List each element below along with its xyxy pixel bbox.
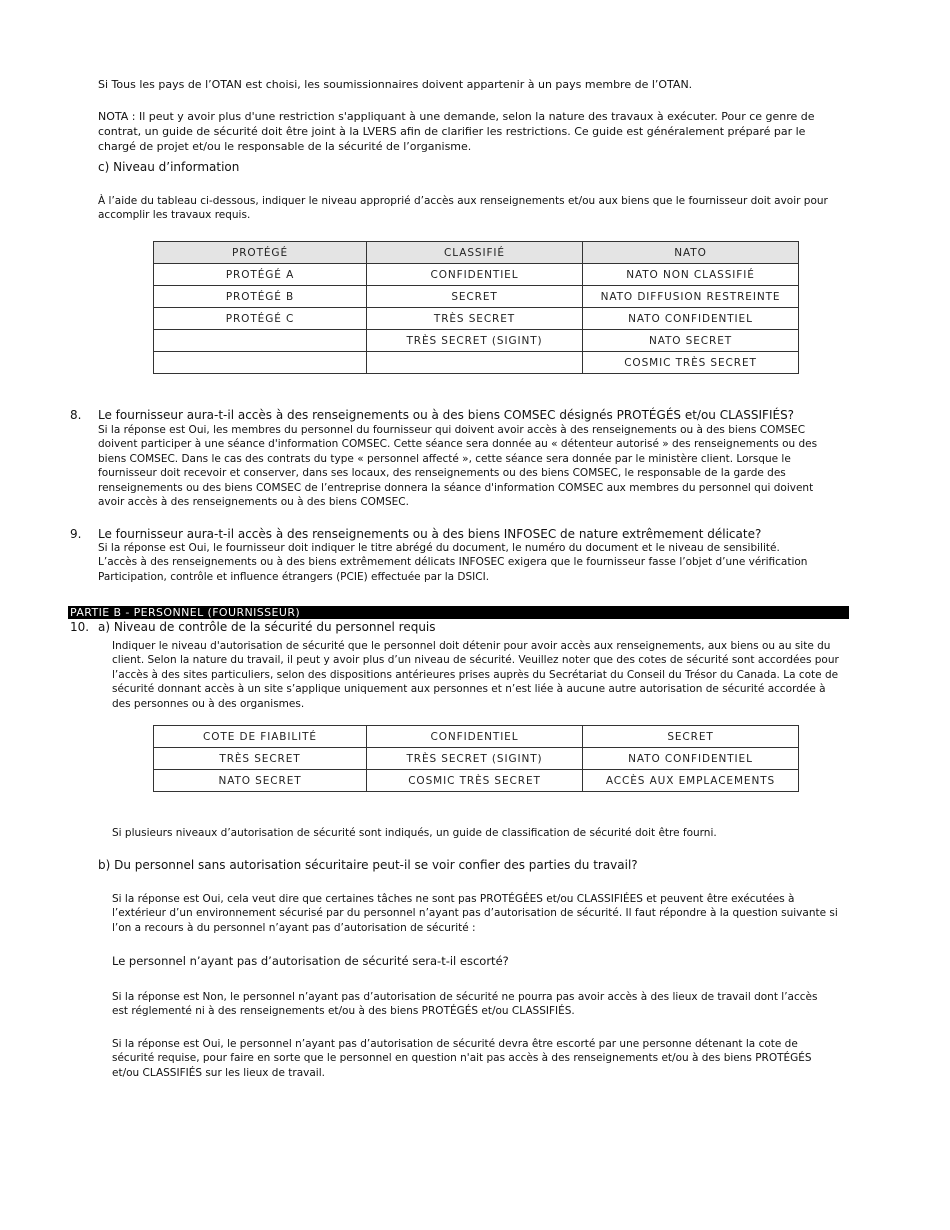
table-row: [154, 286, 799, 308]
escort-no-text: Si la réponse est Non, le personnel n’ayant pas d’autorisation de sécurité ne pourra pas avoir accès à des lieux de travail dont l’accès est réglementé ni à des renseignements et/ou à des biens PROTÉGÉS et/ou CLASSIFIÉS.: [112, 991, 818, 1018]
table-cell[interactable]: NATO CONFIDENTIEL: [583, 748, 799, 770]
question-10a-title: a) Niveau de contrôle de la sécurité du personnel requis: [98, 620, 436, 634]
table-cell[interactable]: CONFIDENTIEL: [367, 726, 583, 748]
table-row: [154, 770, 799, 792]
header-nato: NATO: [583, 242, 799, 264]
table-cell[interactable]: NATO NON CLASSIFIÉ: [583, 264, 799, 286]
table-cell[interactable]: NATO DIFFUSION RESTREINTE: [583, 286, 799, 308]
escort-yes-text: Si la réponse est Oui, le personnel n’ayant pas d’autorisation de sécurité devra être escorté par une personne détenant la cote de sécurité requise, pour faire en sorte que le personnel en question n'ait pas accès à des renseignements et/ou à des biens PROTÉGÉS et/ou CLASSIFIÉS sur les lieux de travail.: [112, 1038, 812, 1079]
table-header-row: [154, 242, 799, 264]
guide-note: Si plusieurs niveaux d’autorisation de sécurité sont indiqués, un guide de classification de sécurité doit être fourni.: [112, 827, 717, 839]
table-row: [154, 330, 799, 352]
question-9-title: Le fournisseur aura-t-il accès à des renseignements ou à des biens INFOSEC de nature extrêmement délicate?: [98, 527, 762, 541]
table-row: [154, 308, 799, 330]
part-b-title-bar: PARTIE B - PERSONNEL (FOURNISSEUR): [68, 606, 849, 619]
section-c-text: À l’aide du tableau ci-dessous, indiquer le niveau approprié d’accès aux renseignements et/ou aux biens que le fournisseur doit avoir pour accomplir les travaux requis.: [98, 195, 828, 222]
table-cell: [154, 330, 367, 352]
clearance-level-table: [153, 725, 799, 792]
table-cell[interactable]: PROTÉGÉ C: [154, 308, 367, 330]
header-classifie: CLASSIFIÉ: [367, 242, 583, 264]
question-10b-text: Si la réponse est Oui, cela veut dire que certaines tâches ne sont pas PROTÉGÉES et/ou CLASSIFIÉES et peuvent être exécutées à l’extérieur d’un environnement sécurisé par du personnel n’ayant pas d’autorisation de sécurité. Il faut répondre à la question suivante si l’on a recours à du personnel n’ayant pas d’autorisation de sécurité :: [112, 893, 838, 934]
question-10b-title: b) Du personnel sans autorisation sécuritaire peut-il se voir confier des parties du travail?: [98, 858, 638, 872]
question-8-number: 8.: [70, 408, 82, 422]
question-10a-text: Indiquer le niveau d'autorisation de sécurité que le personnel doit détenir pour avoir accès aux renseignements, aux biens ou au site du client. Selon la nature du travail, il peut y avoir plus d’un niveau de sécurité. Veuillez noter que des cotes de sécurité sont accordées pour l’accès à des sites particuliers, selon des dispositions antérieures prises auprès du Secrétariat du Conseil du Trésor du Canada. La cote de sécurité donnant accès à un site s’applique uniquement aux personnes et n’est liée à aucune autre autorisation de sécurité accordée à des personnes ou à des organismes.: [112, 640, 839, 710]
table-cell: [154, 352, 367, 374]
header-protege: PROTÉGÉ: [154, 242, 367, 264]
escort-question: Le personnel n’ayant pas d’autorisation de sécurité sera-t-il escorté?: [112, 954, 509, 968]
table-row: [154, 726, 799, 748]
table-cell[interactable]: SECRET: [367, 286, 583, 308]
question-8-body: Si la réponse est Oui, les membres du personnel du fournisseur qui doivent avoir accès à des renseignements ou à des biens COMSEC doivent participer à une séance d'information COMSEC. Cette séance sera donnée au « détenteur autorisé » des renseignements ou des biens COMSEC. Dans le cas des contrats du type « personnel affecté », cette séance sera donnée par le ministère client. Lorsque le fournisseur doit recevoir et conserver, dans ses locaux, des renseignements ou des biens COMSEC, le responsable de la garde des renseignements ou des biens COMSEC de l’entreprise donnera la séance d'information COMSEC aux membres du personnel qui doivent avoir accès à des renseignements ou à des biens COMSEC.: [98, 424, 818, 509]
table-cell[interactable]: NATO CONFIDENTIEL: [583, 308, 799, 330]
question-10-number: 10.: [70, 620, 90, 634]
question-9-body: Si la réponse est Oui, le fournisseur doit indiquer le titre abrégé du document, le numéro du document et le niveau de sensibilité. L’accès à des renseignements ou à des biens extrêmement délicats INFOSEC exigera que le fournisseur fasse l’objet d’une vérification Participation, contrôle et influence étrangers (PCIE) effectuée par la DSICI.: [98, 542, 808, 583]
table-cell[interactable]: NATO SECRET: [154, 770, 367, 792]
question-8-title: Le fournisseur aura-t-il accès à des renseignements ou à des biens COMSEC désignés PROTÉGÉS et/ou CLASSIFIÉS?: [98, 408, 795, 422]
table-cell[interactable]: TRÈS SECRET (SIGINT): [367, 330, 583, 352]
table-cell[interactable]: NATO SECRET: [583, 330, 799, 352]
table-cell: [367, 352, 583, 374]
information-level-table: [153, 241, 799, 374]
table-cell[interactable]: TRÈS SECRET: [154, 748, 367, 770]
section-c-heading: c) Niveau d’information: [98, 160, 240, 174]
table-cell[interactable]: TRÈS SECRET (SIGINT): [367, 748, 583, 770]
table-cell[interactable]: PROTÉGÉ B: [154, 286, 367, 308]
table-row: [154, 352, 799, 374]
table-row: [154, 264, 799, 286]
table-cell[interactable]: COTE DE FIABILITÉ: [154, 726, 367, 748]
table-cell[interactable]: SECRET: [583, 726, 799, 748]
nato-note: Si Tous les pays de l’OTAN est choisi, les soumissionnaires doivent appartenir à un pays membre de l’OTAN.: [98, 78, 693, 91]
table-cell[interactable]: COSMIC TRÈS SECRET: [367, 770, 583, 792]
nota-paragraph: NOTA : Il peut y avoir plus d'une restriction s'appliquant à une demande, selon la nature des travaux à exécuter. Pour ce genre de contrat, un guide de sécurité doit être joint à la LVERS afin de clarifier les restrictions. Ce guide est généralement préparé par le chargé de projet et/ou le responsable de la sécurité de l’organisme.: [98, 110, 815, 153]
table-row: [154, 748, 799, 770]
table-cell[interactable]: CONFIDENTIEL: [367, 264, 583, 286]
table-cell[interactable]: PROTÉGÉ A: [154, 264, 367, 286]
question-9-number: 9.: [70, 527, 82, 541]
table-cell[interactable]: TRÈS SECRET: [367, 308, 583, 330]
table-cell[interactable]: ACCÈS AUX EMPLACEMENTS: [583, 770, 799, 792]
table-cell[interactable]: COSMIC TRÈS SECRET: [583, 352, 799, 374]
